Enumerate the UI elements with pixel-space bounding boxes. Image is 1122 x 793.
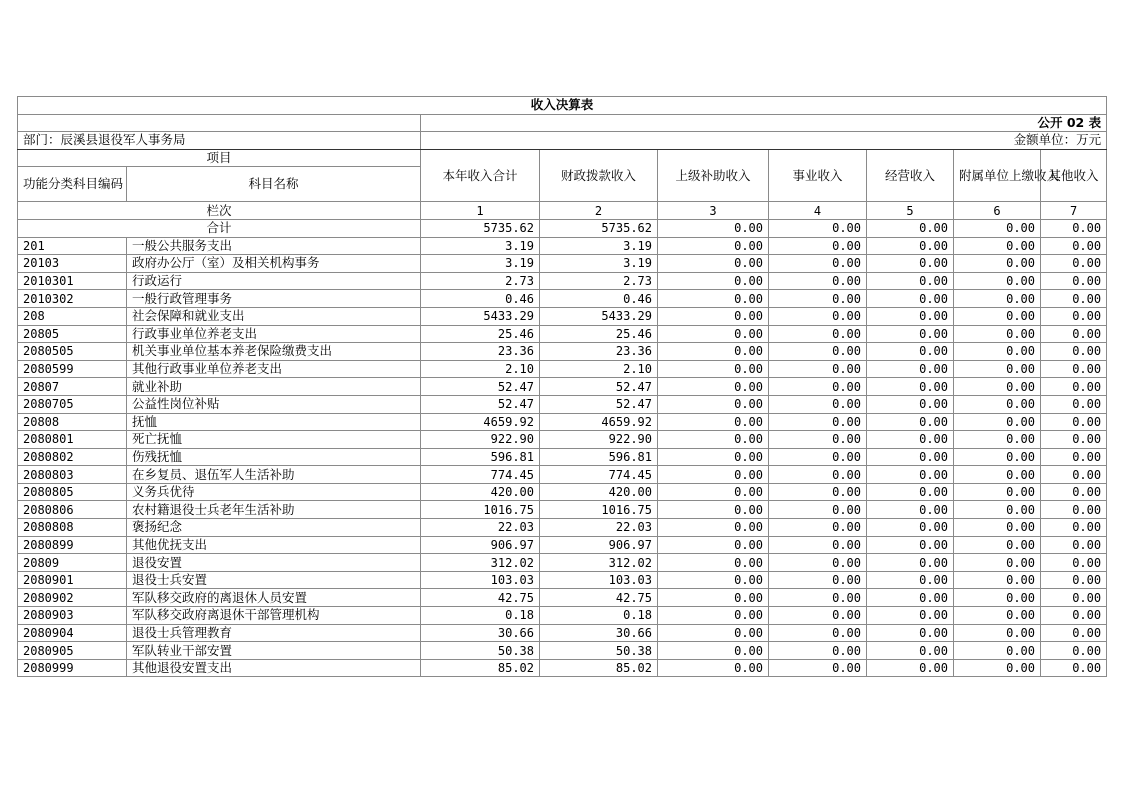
amount-cell: 0.00 bbox=[769, 360, 867, 378]
column-number: 4 bbox=[769, 202, 867, 220]
amount-cell: 0.00 bbox=[1041, 307, 1107, 325]
amount-cell: 4659.92 bbox=[540, 413, 658, 431]
column-number: 6 bbox=[954, 202, 1041, 220]
subject-code: 2080705 bbox=[18, 395, 127, 413]
amount-cell: 0.00 bbox=[867, 659, 954, 677]
amount-cell: 0.00 bbox=[954, 642, 1041, 660]
amount-cell: 0.00 bbox=[867, 501, 954, 519]
amount-cell: 0.00 bbox=[658, 255, 769, 273]
amount-cell: 0.00 bbox=[954, 589, 1041, 607]
subject-name: 社会保障和就业支出 bbox=[127, 307, 421, 325]
amount-cell: 3.19 bbox=[421, 255, 540, 273]
amount-cell: 0.00 bbox=[769, 431, 867, 449]
amount-cell: 0.00 bbox=[954, 360, 1041, 378]
amount-cell: 0.00 bbox=[954, 448, 1041, 466]
amount-cell: 0.00 bbox=[658, 378, 769, 396]
amount-cell: 0.00 bbox=[1041, 501, 1107, 519]
total-cell: 0.00 bbox=[867, 219, 954, 237]
amount-cell: 52.47 bbox=[421, 395, 540, 413]
subject-code: 208 bbox=[18, 307, 127, 325]
amount-cell: 0.00 bbox=[658, 307, 769, 325]
amount-cell: 0.00 bbox=[1041, 325, 1107, 343]
amount-cell: 0.00 bbox=[1041, 659, 1107, 677]
amount-cell: 0.00 bbox=[954, 536, 1041, 554]
total-cell: 5735.62 bbox=[540, 219, 658, 237]
amount-cell: 0.00 bbox=[1041, 378, 1107, 396]
amount-cell: 4659.92 bbox=[421, 413, 540, 431]
column-number-label: 栏次 bbox=[18, 202, 421, 220]
table-row bbox=[18, 607, 1107, 625]
amount-cell: 0.00 bbox=[867, 255, 954, 273]
total-cell: 0.00 bbox=[769, 219, 867, 237]
amount-cell: 0.00 bbox=[658, 395, 769, 413]
header-fiscal: 财政拨款收入 bbox=[540, 149, 658, 202]
amount-cell: 0.00 bbox=[867, 343, 954, 361]
column-number: 5 bbox=[867, 202, 954, 220]
amount-cell: 0.00 bbox=[658, 466, 769, 484]
subject-name: 政府办公厅（室）及相关机构事务 bbox=[127, 255, 421, 273]
amount-cell: 0.00 bbox=[867, 519, 954, 537]
amount-cell: 0.00 bbox=[769, 607, 867, 625]
subject-code: 2080904 bbox=[18, 624, 127, 642]
amount-cell: 103.03 bbox=[421, 571, 540, 589]
table-row bbox=[18, 360, 1107, 378]
amount-cell: 30.66 bbox=[421, 624, 540, 642]
amount-cell: 906.97 bbox=[540, 536, 658, 554]
amount-cell: 0.00 bbox=[658, 607, 769, 625]
amount-cell: 0.00 bbox=[658, 360, 769, 378]
amount-cell: 0.00 bbox=[1041, 343, 1107, 361]
header-name: 科目名称 bbox=[127, 167, 421, 202]
amount-cell: 0.00 bbox=[658, 519, 769, 537]
table-row bbox=[18, 589, 1107, 607]
subject-code: 2010302 bbox=[18, 290, 127, 308]
subject-code: 2080902 bbox=[18, 589, 127, 607]
amount-cell: 0.00 bbox=[954, 343, 1041, 361]
subject-name: 其他退役安置支出 bbox=[127, 659, 421, 677]
amount-cell: 2.10 bbox=[540, 360, 658, 378]
amount-cell: 0.00 bbox=[658, 536, 769, 554]
amount-cell: 0.00 bbox=[1041, 571, 1107, 589]
amount-cell: 0.00 bbox=[658, 431, 769, 449]
subject-name: 褒扬纪念 bbox=[127, 519, 421, 537]
amount-cell: 0.46 bbox=[540, 290, 658, 308]
header-item: 项目 bbox=[18, 149, 421, 167]
column-number: 3 bbox=[658, 202, 769, 220]
subject-code: 2080505 bbox=[18, 343, 127, 361]
amount-cell: 0.00 bbox=[658, 290, 769, 308]
subject-name: 一般行政管理事务 bbox=[127, 290, 421, 308]
amount-cell: 0.00 bbox=[769, 255, 867, 273]
table-row bbox=[18, 642, 1107, 660]
subject-code: 2080808 bbox=[18, 519, 127, 537]
subject-name: 退役士兵管理教育 bbox=[127, 624, 421, 642]
amount-cell: 0.00 bbox=[769, 325, 867, 343]
amount-cell: 50.38 bbox=[421, 642, 540, 660]
amount-cell: 52.47 bbox=[540, 395, 658, 413]
subject-name: 就业补助 bbox=[127, 378, 421, 396]
amount-cell: 0.00 bbox=[1041, 554, 1107, 572]
total-cell: 0.00 bbox=[658, 219, 769, 237]
amount-cell: 23.36 bbox=[421, 343, 540, 361]
amount-cell: 0.00 bbox=[954, 519, 1041, 537]
table-row bbox=[18, 413, 1107, 431]
amount-cell: 0.00 bbox=[769, 536, 867, 554]
amount-cell: 0.00 bbox=[769, 571, 867, 589]
subject-code: 2010301 bbox=[18, 272, 127, 290]
column-number: 1 bbox=[421, 202, 540, 220]
subject-code: 2080801 bbox=[18, 431, 127, 449]
header-affiliated: 附属单位上缴收入 bbox=[954, 149, 1041, 202]
subject-code: 20809 bbox=[18, 554, 127, 572]
column-number: 2 bbox=[540, 202, 658, 220]
amount-cell: 0.00 bbox=[867, 448, 954, 466]
subject-code: 20808 bbox=[18, 413, 127, 431]
amount-cell: 0.00 bbox=[769, 642, 867, 660]
amount-cell: 3.19 bbox=[540, 255, 658, 273]
header-code: 功能分类科目编码 bbox=[18, 167, 127, 202]
table-row bbox=[18, 395, 1107, 413]
amount-cell: 0.00 bbox=[769, 589, 867, 607]
amount-cell: 85.02 bbox=[421, 659, 540, 677]
amount-cell: 0.00 bbox=[867, 589, 954, 607]
table-row bbox=[18, 431, 1107, 449]
subject-code: 2080901 bbox=[18, 571, 127, 589]
amount-cell: 0.00 bbox=[1041, 466, 1107, 484]
header-total: 本年收入合计 bbox=[421, 149, 540, 202]
amount-cell: 0.00 bbox=[954, 378, 1041, 396]
amount-cell: 0.00 bbox=[658, 237, 769, 255]
amount-cell: 5433.29 bbox=[540, 307, 658, 325]
subject-name: 退役安置 bbox=[127, 554, 421, 572]
amount-cell: 0.00 bbox=[954, 659, 1041, 677]
amount-cell: 0.00 bbox=[867, 325, 954, 343]
amount-cell: 0.00 bbox=[658, 624, 769, 642]
amount-cell: 0.00 bbox=[867, 378, 954, 396]
amount-cell: 50.38 bbox=[540, 642, 658, 660]
amount-cell: 922.90 bbox=[421, 431, 540, 449]
table-row bbox=[18, 536, 1107, 554]
amount-cell: 0.00 bbox=[769, 237, 867, 255]
amount-cell: 0.00 bbox=[954, 554, 1041, 572]
amount-cell: 0.00 bbox=[954, 237, 1041, 255]
table-row bbox=[18, 554, 1107, 572]
amount-cell: 0.00 bbox=[769, 307, 867, 325]
amount-cell: 0.00 bbox=[867, 624, 954, 642]
subject-code: 201 bbox=[18, 237, 127, 255]
total-cell: 0.00 bbox=[954, 219, 1041, 237]
amount-cell: 0.00 bbox=[1041, 255, 1107, 273]
amount-cell: 0.00 bbox=[867, 290, 954, 308]
amount-cell: 0.00 bbox=[867, 237, 954, 255]
subject-name: 机关事业单位基本养老保险缴费支出 bbox=[127, 343, 421, 361]
amount-cell: 0.00 bbox=[1041, 360, 1107, 378]
header-other: 其他收入 bbox=[1041, 149, 1107, 202]
subject-name: 军队移交政府的离退休人员安置 bbox=[127, 589, 421, 607]
subject-code: 20103 bbox=[18, 255, 127, 273]
total-label: 合计 bbox=[18, 219, 421, 237]
unit-label: 金额单位：万元 bbox=[421, 132, 1107, 150]
amount-cell: 774.45 bbox=[421, 466, 540, 484]
total-row bbox=[18, 219, 1107, 237]
amount-cell: 0.00 bbox=[658, 589, 769, 607]
table-row bbox=[18, 624, 1107, 642]
amount-cell: 1016.75 bbox=[540, 501, 658, 519]
amount-cell: 0.00 bbox=[954, 272, 1041, 290]
table-title: 收入决算表 bbox=[18, 97, 1107, 115]
table-row bbox=[18, 343, 1107, 361]
table-row bbox=[18, 307, 1107, 325]
header-business: 事业收入 bbox=[769, 149, 867, 202]
amount-cell: 0.00 bbox=[769, 413, 867, 431]
amount-cell: 922.90 bbox=[540, 431, 658, 449]
amount-cell: 0.00 bbox=[867, 607, 954, 625]
subject-name: 军队移交政府离退休干部管理机构 bbox=[127, 607, 421, 625]
subject-code: 2080803 bbox=[18, 466, 127, 484]
amount-cell: 0.00 bbox=[769, 290, 867, 308]
header-superior: 上级补助收入 bbox=[658, 149, 769, 202]
amount-cell: 0.00 bbox=[1041, 431, 1107, 449]
amount-cell: 0.00 bbox=[867, 431, 954, 449]
amount-cell: 25.46 bbox=[421, 325, 540, 343]
amount-cell: 0.00 bbox=[954, 571, 1041, 589]
amount-cell: 0.00 bbox=[1041, 272, 1107, 290]
subject-name: 退役士兵安置 bbox=[127, 571, 421, 589]
amount-cell: 0.00 bbox=[867, 413, 954, 431]
amount-cell: 0.00 bbox=[954, 483, 1041, 501]
department-label: 部门：辰溪县退役军人事务局 bbox=[18, 132, 421, 150]
amount-cell: 52.47 bbox=[540, 378, 658, 396]
subject-name: 军队转业干部安置 bbox=[127, 642, 421, 660]
subject-name: 行政事业单位养老支出 bbox=[127, 325, 421, 343]
form-number: 公开 02 表 bbox=[421, 114, 1107, 132]
amount-cell: 0.00 bbox=[769, 466, 867, 484]
subject-code: 2080999 bbox=[18, 659, 127, 677]
amount-cell: 0.00 bbox=[954, 466, 1041, 484]
subject-code: 20805 bbox=[18, 325, 127, 343]
amount-cell: 0.00 bbox=[867, 571, 954, 589]
table-row bbox=[18, 290, 1107, 308]
subject-code: 20807 bbox=[18, 378, 127, 396]
amount-cell: 0.00 bbox=[1041, 536, 1107, 554]
amount-cell: 0.18 bbox=[540, 607, 658, 625]
amount-cell: 0.00 bbox=[658, 659, 769, 677]
amount-cell: 25.46 bbox=[540, 325, 658, 343]
amount-cell: 3.19 bbox=[540, 237, 658, 255]
table-row bbox=[18, 501, 1107, 519]
subject-code: 2080905 bbox=[18, 642, 127, 660]
amount-cell: 42.75 bbox=[421, 589, 540, 607]
amount-cell: 0.00 bbox=[867, 554, 954, 572]
amount-cell: 0.00 bbox=[658, 343, 769, 361]
subject-code: 2080806 bbox=[18, 501, 127, 519]
amount-cell: 22.03 bbox=[540, 519, 658, 537]
amount-cell: 0.00 bbox=[954, 624, 1041, 642]
amount-cell: 0.00 bbox=[769, 483, 867, 501]
amount-cell: 0.00 bbox=[1041, 607, 1107, 625]
amount-cell: 0.00 bbox=[658, 554, 769, 572]
amount-cell: 0.00 bbox=[1041, 448, 1107, 466]
total-cell: 0.00 bbox=[1041, 219, 1107, 237]
amount-cell: 0.00 bbox=[769, 624, 867, 642]
subject-name: 其他行政事业单位养老支出 bbox=[127, 360, 421, 378]
amount-cell: 0.00 bbox=[954, 290, 1041, 308]
amount-cell: 0.00 bbox=[1041, 589, 1107, 607]
header-operating: 经营收入 bbox=[867, 149, 954, 202]
column-number: 7 bbox=[1041, 202, 1107, 220]
amount-cell: 420.00 bbox=[540, 483, 658, 501]
table-row bbox=[18, 448, 1107, 466]
amount-cell: 0.00 bbox=[954, 395, 1041, 413]
table-row bbox=[18, 325, 1107, 343]
amount-cell: 23.36 bbox=[540, 343, 658, 361]
amount-cell: 0.00 bbox=[867, 360, 954, 378]
amount-cell: 0.00 bbox=[658, 642, 769, 660]
amount-cell: 0.00 bbox=[1041, 624, 1107, 642]
table-row bbox=[18, 255, 1107, 273]
amount-cell: 0.00 bbox=[867, 642, 954, 660]
subject-name: 死亡抚恤 bbox=[127, 431, 421, 449]
amount-cell: 0.00 bbox=[658, 571, 769, 589]
amount-cell: 0.00 bbox=[867, 272, 954, 290]
subject-name: 行政运行 bbox=[127, 272, 421, 290]
table-row bbox=[18, 571, 1107, 589]
amount-cell: 0.00 bbox=[954, 325, 1041, 343]
amount-cell: 0.00 bbox=[1041, 519, 1107, 537]
amount-cell: 0.00 bbox=[769, 659, 867, 677]
amount-cell: 0.00 bbox=[769, 395, 867, 413]
amount-cell: 0.00 bbox=[954, 431, 1041, 449]
amount-cell: 596.81 bbox=[540, 448, 658, 466]
amount-cell: 52.47 bbox=[421, 378, 540, 396]
amount-cell: 2.73 bbox=[540, 272, 658, 290]
amount-cell: 0.00 bbox=[658, 483, 769, 501]
amount-cell: 0.00 bbox=[1041, 395, 1107, 413]
amount-cell: 0.00 bbox=[769, 554, 867, 572]
amount-cell: 906.97 bbox=[421, 536, 540, 554]
amount-cell: 0.00 bbox=[769, 343, 867, 361]
amount-cell: 420.00 bbox=[421, 483, 540, 501]
subject-name: 公益性岗位补贴 bbox=[127, 395, 421, 413]
subject-code: 2080903 bbox=[18, 607, 127, 625]
subject-name: 其他优抚支出 bbox=[127, 536, 421, 554]
amount-cell: 0.00 bbox=[1041, 413, 1107, 431]
column-number-row bbox=[18, 202, 1107, 220]
amount-cell: 2.10 bbox=[421, 360, 540, 378]
table-row bbox=[18, 659, 1107, 677]
amount-cell: 0.00 bbox=[867, 466, 954, 484]
amount-cell: 0.00 bbox=[954, 307, 1041, 325]
amount-cell: 2.73 bbox=[421, 272, 540, 290]
amount-cell: 0.00 bbox=[867, 395, 954, 413]
amount-cell: 596.81 bbox=[421, 448, 540, 466]
amount-cell: 0.00 bbox=[954, 501, 1041, 519]
amount-cell: 85.02 bbox=[540, 659, 658, 677]
amount-cell: 0.00 bbox=[954, 413, 1041, 431]
amount-cell: 1016.75 bbox=[421, 501, 540, 519]
amount-cell: 0.00 bbox=[658, 272, 769, 290]
subject-code: 2080899 bbox=[18, 536, 127, 554]
amount-cell: 0.00 bbox=[867, 536, 954, 554]
amount-cell: 0.00 bbox=[658, 448, 769, 466]
subject-code: 2080599 bbox=[18, 360, 127, 378]
amount-cell: 0.00 bbox=[1041, 290, 1107, 308]
amount-cell: 312.02 bbox=[421, 554, 540, 572]
subject-name: 一般公共服务支出 bbox=[127, 237, 421, 255]
table-row bbox=[18, 483, 1107, 501]
amount-cell: 22.03 bbox=[421, 519, 540, 537]
amount-cell: 0.00 bbox=[867, 483, 954, 501]
amount-cell: 0.00 bbox=[769, 272, 867, 290]
amount-cell: 103.03 bbox=[540, 571, 658, 589]
amount-cell: 0.00 bbox=[1041, 237, 1107, 255]
amount-cell: 312.02 bbox=[540, 554, 658, 572]
table-row bbox=[18, 466, 1107, 484]
table-row bbox=[18, 272, 1107, 290]
amount-cell: 3.19 bbox=[421, 237, 540, 255]
amount-cell: 0.00 bbox=[867, 307, 954, 325]
amount-cell: 0.00 bbox=[769, 448, 867, 466]
amount-cell: 0.00 bbox=[769, 501, 867, 519]
amount-cell: 0.00 bbox=[954, 607, 1041, 625]
amount-cell: 30.66 bbox=[540, 624, 658, 642]
amount-cell: 0.00 bbox=[1041, 483, 1107, 501]
subject-name: 在乡复员、退伍军人生活补助 bbox=[127, 466, 421, 484]
amount-cell: 774.45 bbox=[540, 466, 658, 484]
subject-code: 2080802 bbox=[18, 448, 127, 466]
subject-name: 农村籍退役士兵老年生活补助 bbox=[127, 501, 421, 519]
table-row bbox=[18, 378, 1107, 396]
subject-name: 伤残抚恤 bbox=[127, 448, 421, 466]
table-row bbox=[18, 519, 1107, 537]
amount-cell: 0.18 bbox=[421, 607, 540, 625]
subject-name: 义务兵优待 bbox=[127, 483, 421, 501]
amount-cell: 42.75 bbox=[540, 589, 658, 607]
subject-name: 抚恤 bbox=[127, 413, 421, 431]
amount-cell: 5433.29 bbox=[421, 307, 540, 325]
amount-cell: 0.00 bbox=[658, 325, 769, 343]
amount-cell: 0.00 bbox=[769, 519, 867, 537]
amount-cell: 0.00 bbox=[954, 255, 1041, 273]
subject-code: 2080805 bbox=[18, 483, 127, 501]
table-row bbox=[18, 237, 1107, 255]
amount-cell: 0.00 bbox=[769, 378, 867, 396]
amount-cell: 0.00 bbox=[658, 501, 769, 519]
amount-cell: 0.00 bbox=[658, 413, 769, 431]
amount-cell: 0.46 bbox=[421, 290, 540, 308]
amount-cell: 0.00 bbox=[1041, 642, 1107, 660]
total-cell: 5735.62 bbox=[421, 219, 540, 237]
income-statement-table bbox=[17, 96, 1107, 677]
